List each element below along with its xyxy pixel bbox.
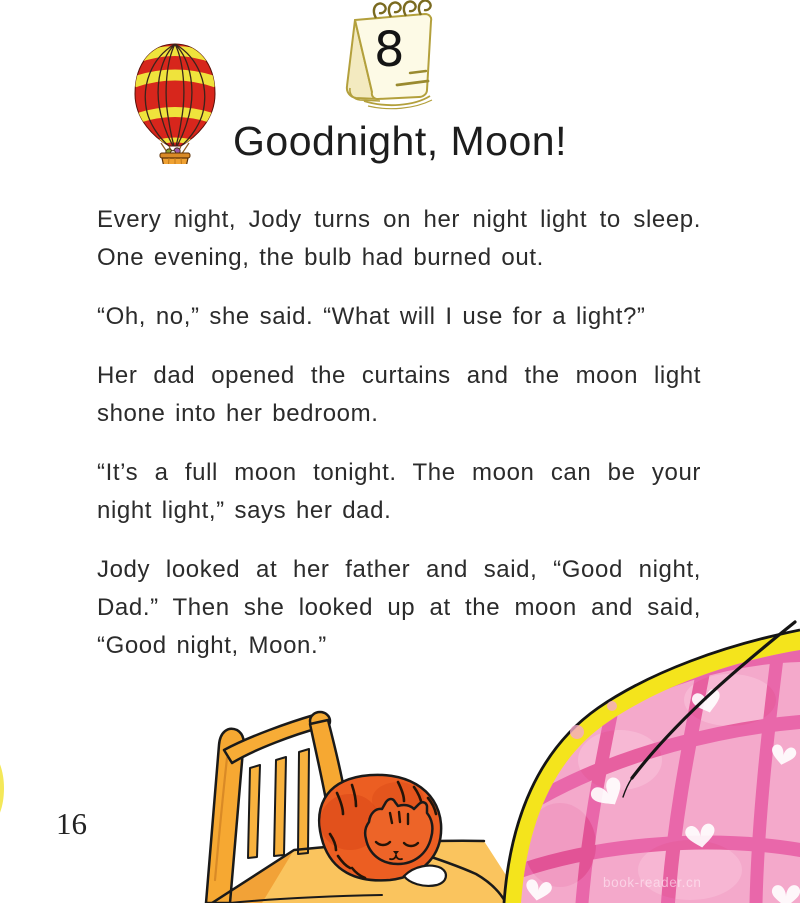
paragraph-5: Jody looked at her father and said, “Good night, Dad.” Then she looked up at the moon and said, “Good night, Moon.” — [97, 556, 701, 659]
calendar-icon — [334, 0, 438, 112]
page-number: 16 — [56, 806, 87, 841]
bedroom-scene-illustration — [0, 610, 800, 903]
pink-blanket — [503, 622, 800, 903]
paragraph-2: “Oh, no,” she said. “What will I use for a light?” — [97, 303, 646, 330]
page-edge-yellow-mark — [0, 760, 4, 817]
calendar-day-number: 8 — [374, 22, 405, 78]
paragraph-3: Her dad opened the curtains and the moon light shone into her bedroom. — [97, 362, 701, 427]
paragraph-4: “It’s a full moon tonight. The moon can be your night light,” says her dad. — [97, 459, 701, 524]
paragraph-1: Every night, Jody turns on her night light to sleep. One evening, the bulb had burned out. — [97, 206, 701, 271]
watermark: book-reader.cn — [603, 875, 702, 890]
chapter-title: Goodnight, Moon! — [233, 118, 567, 164]
